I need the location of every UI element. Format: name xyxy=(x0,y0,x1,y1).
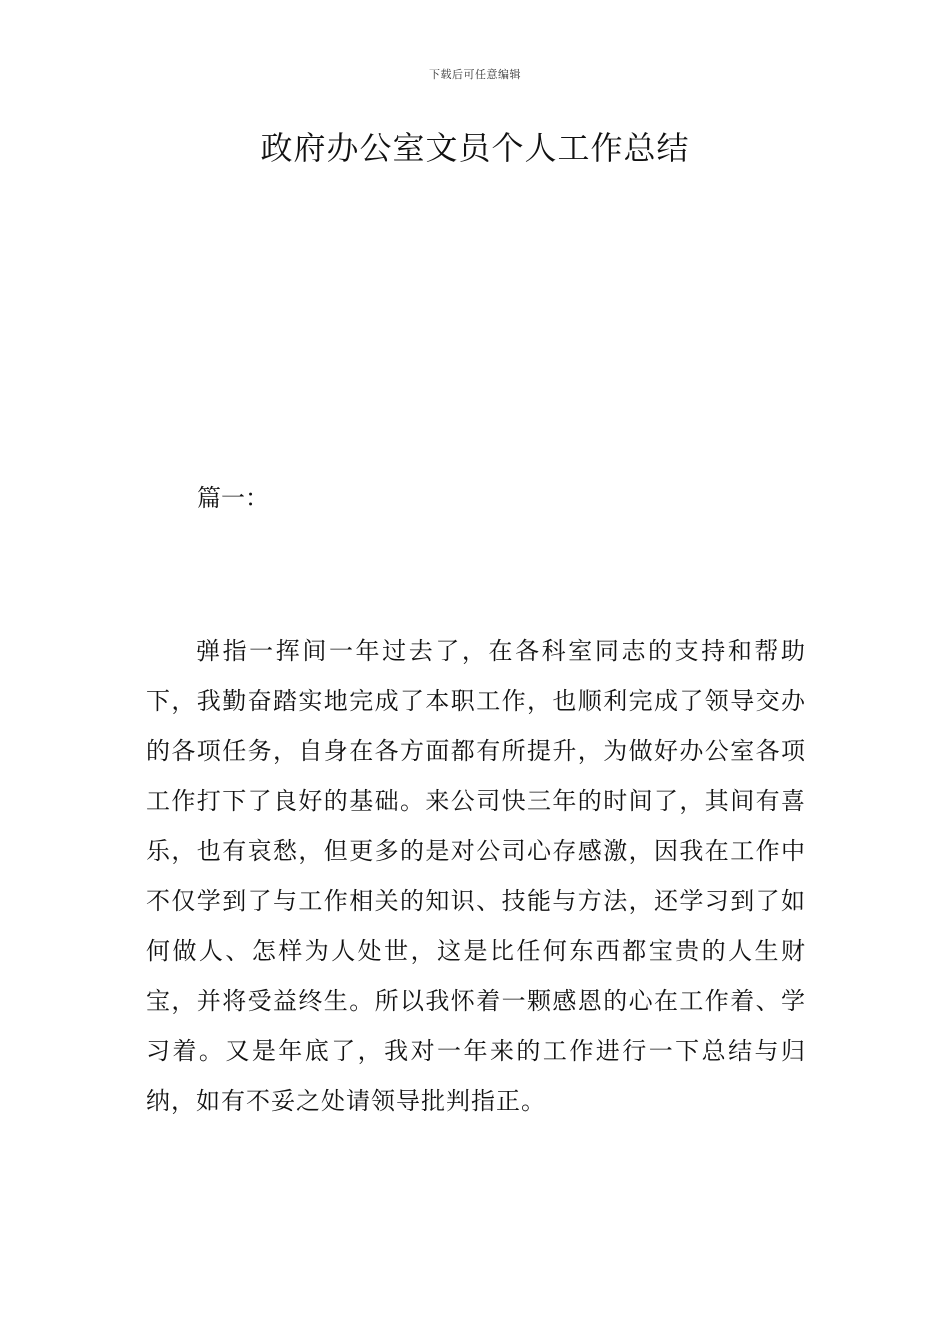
document-title: 政府办公室文员个人工作总结 xyxy=(260,129,690,167)
section-heading: 篇一： xyxy=(197,484,269,512)
header-note: 下载后可任意编辑 xyxy=(429,68,521,81)
body-paragraph: 弹指一挥间一年过去了，在各科室同志的支持和帮助下，我勤奋踏实地完成了本职工作，也顺利完成了领导交办的各项任务，自身在各方面都有所提升，为做好办公室各项工作打下了良好的基础。来公司快三年的时间了，其间有喜乐，也有哀愁，但更多的是对公司心存感激，因我在工作中不仅学到了与工作相关的知识、技能与方法，还学习到了如何做人、怎样为人处世，这是比任何东西都宝贵的人生财宝，并将受益终生。所以我怀着一颗感恩的心在工作着、学习着。又是年底了，我对一年来的工作进行一下总结与归纳，如有不妥之处请领导批判指正。 xyxy=(146,637,806,1115)
